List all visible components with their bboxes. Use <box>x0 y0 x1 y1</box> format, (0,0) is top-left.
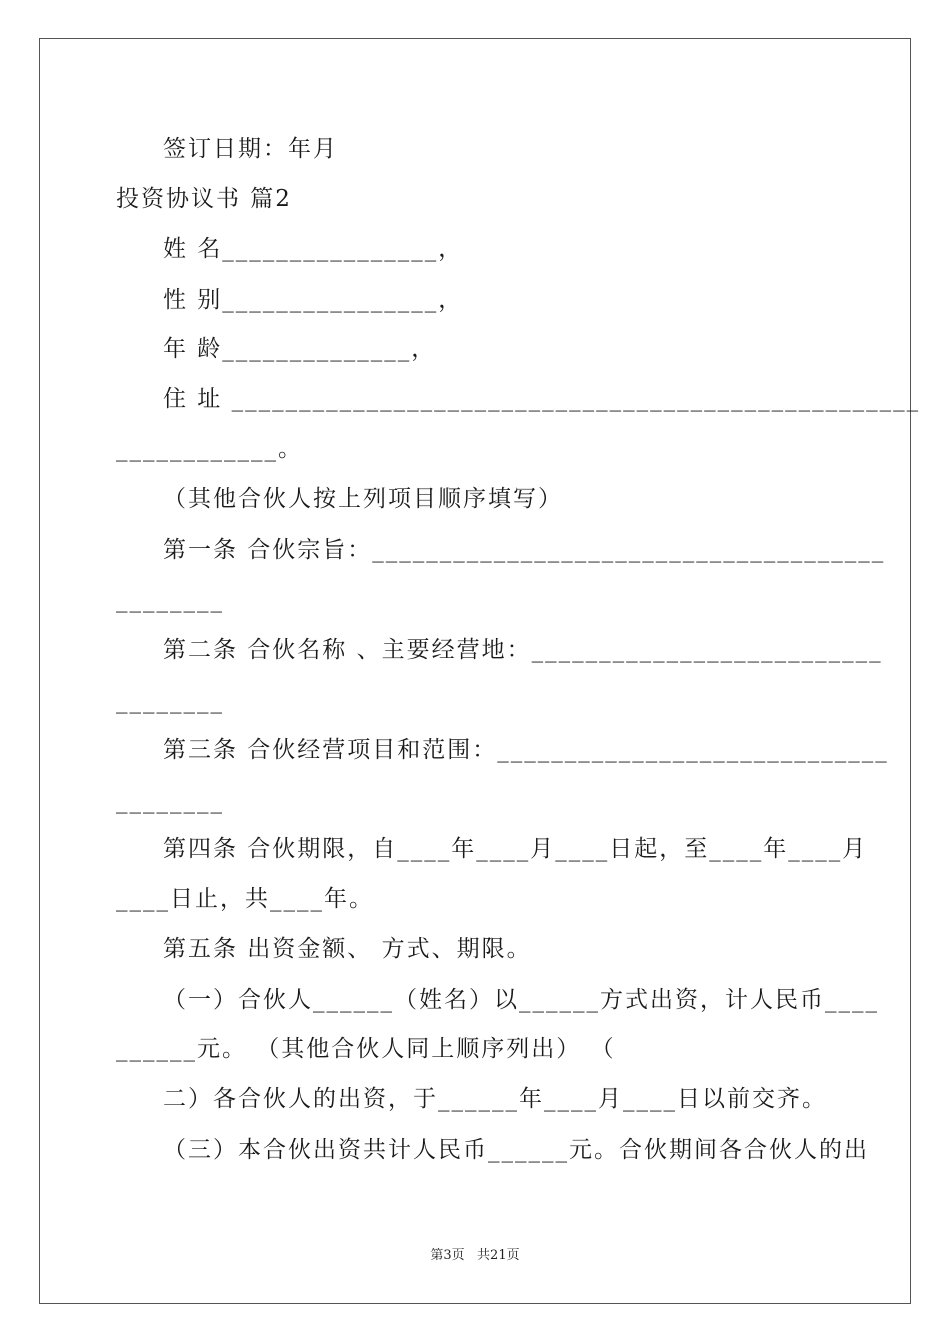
address-field-continuation: ____________。 <box>116 436 303 462</box>
age-field-line: 年 龄______________， <box>163 336 437 362</box>
fill-instruction: （其他合伙人按上列项目顺序填写） <box>163 486 563 512</box>
article-3-line: 第三条 合伙经营项目和范围：_____________________________ <box>163 737 889 763</box>
page-border <box>39 38 921 1304</box>
article-4-continuation: ____日止，共____年。 <box>116 886 374 912</box>
article-4-line: 第四条 合伙期限，自____年____月____日起，至____年____月 <box>163 836 868 862</box>
article-5-item-3-line: （三）本合伙出资共计人民币______元。合伙期间各合伙人的出 <box>163 1137 869 1163</box>
article-2-continuation: ________ <box>116 688 224 714</box>
article-5-item-2-line: 二）各合伙人的出资，于______年____月____日以前交齐。 <box>163 1086 827 1112</box>
article-5-item-1-continuation: ______元。 （其他合伙人同上顺序列出） （ <box>116 1036 616 1062</box>
section-heading: 投资协议书 篇2 <box>116 186 292 212</box>
article-5-item-1-line: （一）合伙人______（姓名）以______方式出资，计人民币____ <box>163 987 879 1013</box>
signing-date-line: 签订日期：年月 <box>163 136 338 162</box>
name-field-line: 姓 名________________， <box>163 236 464 262</box>
article-3-continuation: ________ <box>116 788 224 814</box>
address-field-line: 住 址 ___________________________________________________ <box>163 386 921 412</box>
article-2-line: 第二条 合伙名称 、主要经营地：__________________________ <box>163 637 883 663</box>
article-1-continuation: ________ <box>116 587 224 613</box>
article-1-line: 第一条 合伙宗旨：______________________________________ <box>163 537 886 563</box>
gender-field-line: 性 别________________， <box>163 287 464 313</box>
article-5-line: 第五条 出资金额、 方式、期限。 <box>163 936 532 962</box>
page-number-footer: 第3页 共21页 <box>430 1248 520 1263</box>
